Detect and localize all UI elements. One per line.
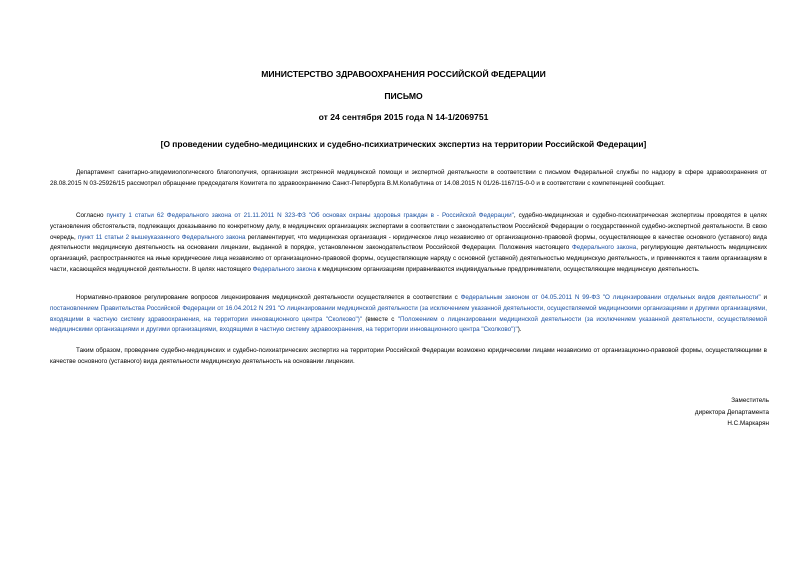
- paragraph-3: [50, 293, 767, 336]
- law-99-link[interactable]: Федеральным законом от 04.05.2011 N 99-ФЗ "О лицензировании отдельных видов деятельности": [460, 294, 761, 301]
- federal-law-link-2[interactable]: Федерального закона: [252, 265, 316, 273]
- law-323-link[interactable]: пункту 1 статьи 62 Федерального закона от 21.11.2011 N 323-ФЗ "Об основах охраны здоровья граждан в - Российской Федерации": [106, 212, 514, 219]
- paragraph-3-text-1: Нормативно-правовое регулирование вопросов лицензирования медицинской деятельности осуществляется в соответствии с: [76, 294, 461, 301]
- paragraph-2-text-3: регламентирует, что медицинская организация - юридическое лицо независимо от организационно-правовой формы, осуществляющее в качестве основного (уставного) вида деятельности медицинскую деятельность на основании лицензии, выданной в порядке, установленном законодательством Российской Федерации. Положения настоящего: [50, 233, 767, 252]
- paragraph-2: [50, 211, 767, 276]
- doc-type-heading: ПИСЬМО: [384, 91, 423, 101]
- paragraph-2-text-2: , судебно-медицинская и судебно-психиатрическая экспертизы проводятся в целях установления обстоятельств, подлежащих доказыванию по конкретному делу, в медицинских организациях экспертами в соответствии с законодательством Российской Федерации о государственной судебно-экспертной деятельности. В свою очередь,: [50, 212, 768, 241]
- paragraph-2-text-5: к медицинским организациям приравниваются индивидуальные предприниматели, осуществляющие медицинскую деятельность.: [315, 265, 700, 273]
- signature-name: Н.С.Маркарян: [727, 420, 769, 427]
- federal-law-link-1[interactable]: Федерального закона: [571, 244, 637, 252]
- law-article-2-link[interactable]: пункт 11 статьи 2 вышеуказанного Федерального закона: [77, 233, 246, 241]
- letter-title: [О проведении судебно-медицинских и судебно-психиатрических экспертиз на территории Российской Федерации]: [160, 139, 647, 149]
- resolution-291-link[interactable]: постановлением Правительства Российской Федерации от 16.04.2012 N 291 "О лицензировании медицинской деятельности (за исключением указанной деятельности, осуществляемой медицинскими организациями и другими организациями, входящими в частную систему здравоохранения, на территории инновационного центра "Сколково")": [50, 304, 767, 323]
- date-number-heading: от 24 сентября 2015 года N 14-1/2069751: [318, 112, 489, 122]
- paragraph-4: Таким образом, проведение судебно-медицинских и судебно-психиатрических экспертиз на территории Российской Федерации возможно юридическими лицами независимо от организационно-правовой формы, осуществляющими в качестве основного (уставного) вида деятельности медицинскую деятельность на основании лицензии.: [50, 347, 767, 365]
- paragraph-2-text-1: Согласно: [76, 212, 107, 219]
- paragraph-3-text-3: (вместе с: [362, 315, 398, 323]
- paragraph-3-text-4: ).: [517, 326, 522, 334]
- licensing-regulation-link[interactable]: "Положением о лицензировании медицинской деятельности (за исключением указанной деятельности, осуществляемой медицинскими организациями и другими организациями, входящими в частную систему здравоохранения, на территории инновационного центра "Сколково")": [50, 315, 767, 334]
- signature-department: директора Департамента: [694, 408, 769, 416]
- paragraph-2-text-4: , регулирующие деятельность медицинских организаций, распространяются на иные юридические лица независимо от организационно-правовой формы, осуществляющие наряду с основной (уставной) деятельностью медицинскую деятельность, и применяются к таким организациям в части, касающейся медицинской деятельности. В целях настоящего: [50, 244, 767, 273]
- paragraph-1: Департамент санитарно-эпидемиологического благополучия, организации экстренной медицинской помощи и экспертной деятельности в соответствии с письмом Федеральной службы по надзору в сфере здравоохранения от 28.08.2015 N 03-25926/15 рассмотрел обращение председателя Комитета по здравоохранению Санкт-Петербурга В.М.Колабутина от 14.08.2015 N 01/26-1167/15-0-0 и в соответствии с компетенцией сообщает.: [50, 169, 767, 187]
- paragraph-3-text-2: и: [760, 294, 767, 301]
- signature-block: [695, 395, 769, 430]
- signature-position: Заместитель: [731, 397, 769, 404]
- ministry-heading: МИНИСТЕРСТВО ЗДРАВООХРАНЕНИЯ РОССИЙСКОЙ ФЕДЕРАЦИИ: [261, 69, 546, 79]
